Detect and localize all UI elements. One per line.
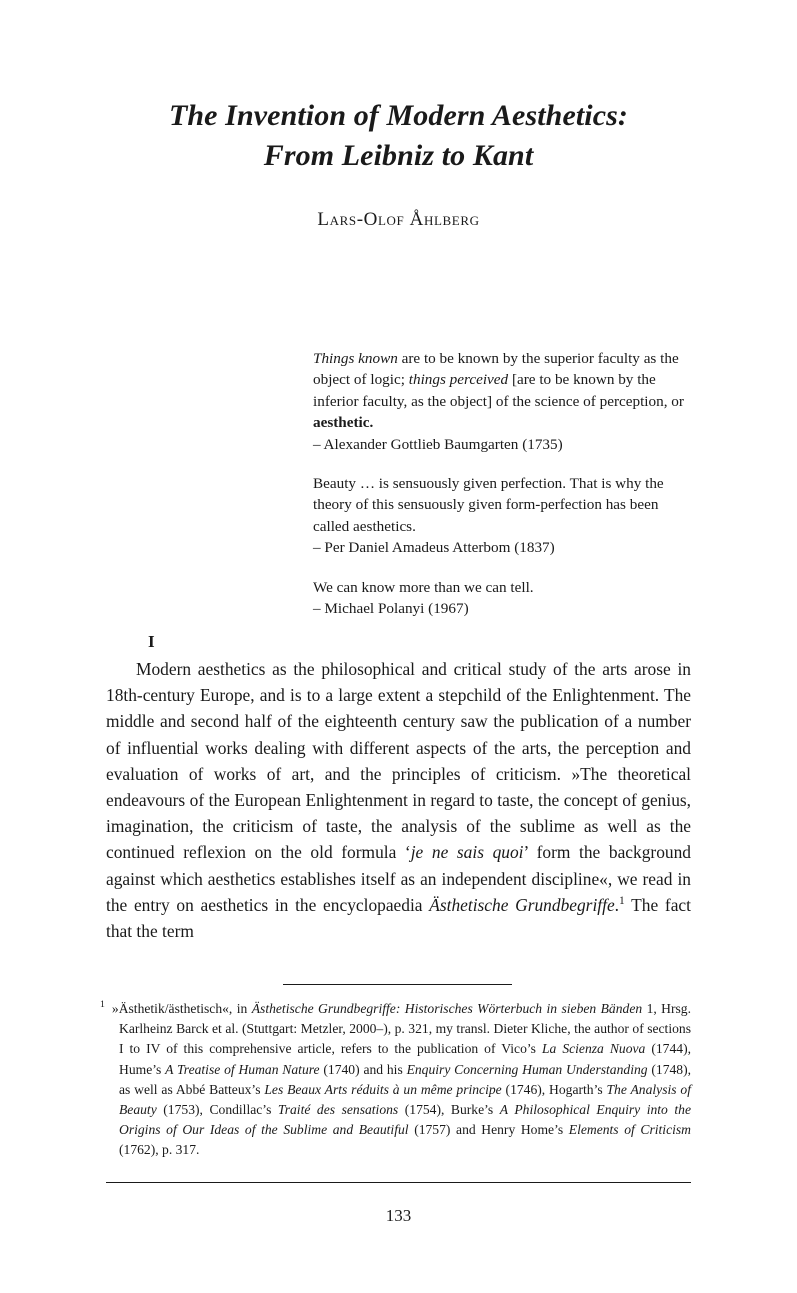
footnote-1 [100, 999, 691, 1161]
epigraph-group [313, 348, 691, 619]
epigraph-3-text: We can know more than we can tell. [313, 578, 534, 596]
footnote-1-text: »Ästhetik/ästhetisch«, in Ästhetische Grundbegriffe: Historisches Wörterbuch in sieben Bänden 1, Hrsg. Karlheinz Barck et al. (Stuttgart: Metzler, 2000–), p. 321, my transl. Dieter Kliche, the author of sections I to IV of this comprehensive article, refers to the publication of Vico’s La Scienza Nuova (1744), Hume’s A Treatise of Human Nature (1740) and his Enquiry Concerning Human Understanding (1748), as well as Abbé Batteux’s Les Beaux Arts réduits à un même principe (1746), Hogarth’s The Analysis of Beauty (1753), Condillac’s Traité des sensations (1754), Burke’s A Philosophical Enquiry into the Origins of Our Ideas of the Sublime and Beautiful (1757) and Henry Home’s Elements of Criticism (1762), p. 317. [111, 1001, 692, 1158]
author-byline [106, 208, 691, 232]
epigraph-2-text: Beauty … is sensuously given perfection. That is why the theory of this sensuously given form-perfection has been called aesthetics. [313, 475, 664, 535]
author-name: Lars-Olof Åhlberg [317, 209, 480, 230]
footnote-area [100, 999, 691, 1161]
title-line-2: From Leibniz to Kant [263, 139, 534, 172]
page-number: 133 [385, 1206, 412, 1225]
body-paragraph: Modern aesthetics as the philosophical and critical study of the arts arose in 18th-century Europe, and is to a large extent a stepchild of the Enlightenment. The middle and second half of the eighteenth century saw the publication of a number of influential works dealing with different aspects of the arts, the perception and evaluation of works of art, and the principles of criticism. »The theoretical endeavours of the European Enlightenment in regard to taste, the concept of genius, imagination, the criticism of taste, the analysis of the sublime as well as the continued reflexion on the old formula ‘je ne sais quoi’ form the background against which aesthetics establishes itself as an independent discipline«, we read in the entry on aesthetics in the encyclopaedia Ästhetische Grundbegriffe.$^1$ The fact that the term [106, 659, 691, 942]
epigraph-2-attribution: – Per Daniel Amadeus Atterbom (1837) [313, 539, 555, 557]
epigraph-3-attribution: – Michael Polanyi (1967) [313, 600, 469, 618]
epigraph-1-text: Things known are to be known by the superior faculty as the object of logic; things perceived [are to be known by the inferior faculty, as the object] of the science of perception, or aesthetic. [313, 350, 684, 432]
epigraph-1-attribution: – Alexander Gottlieb Baumgarten (1735) [313, 435, 563, 453]
article-title [106, 96, 691, 176]
body-content [106, 630, 691, 944]
footnote-marker: 1 [100, 999, 105, 1011]
epigraph-1 [313, 348, 691, 455]
epigraph-2 [313, 473, 691, 559]
section-heading: I [148, 632, 155, 651]
page-bottom-rule [106, 1182, 691, 1183]
epigraph-3 [313, 577, 691, 620]
title-line-1: The Invention of Modern Aesthetics: [168, 99, 629, 132]
footnote-separator-rule [283, 984, 512, 985]
